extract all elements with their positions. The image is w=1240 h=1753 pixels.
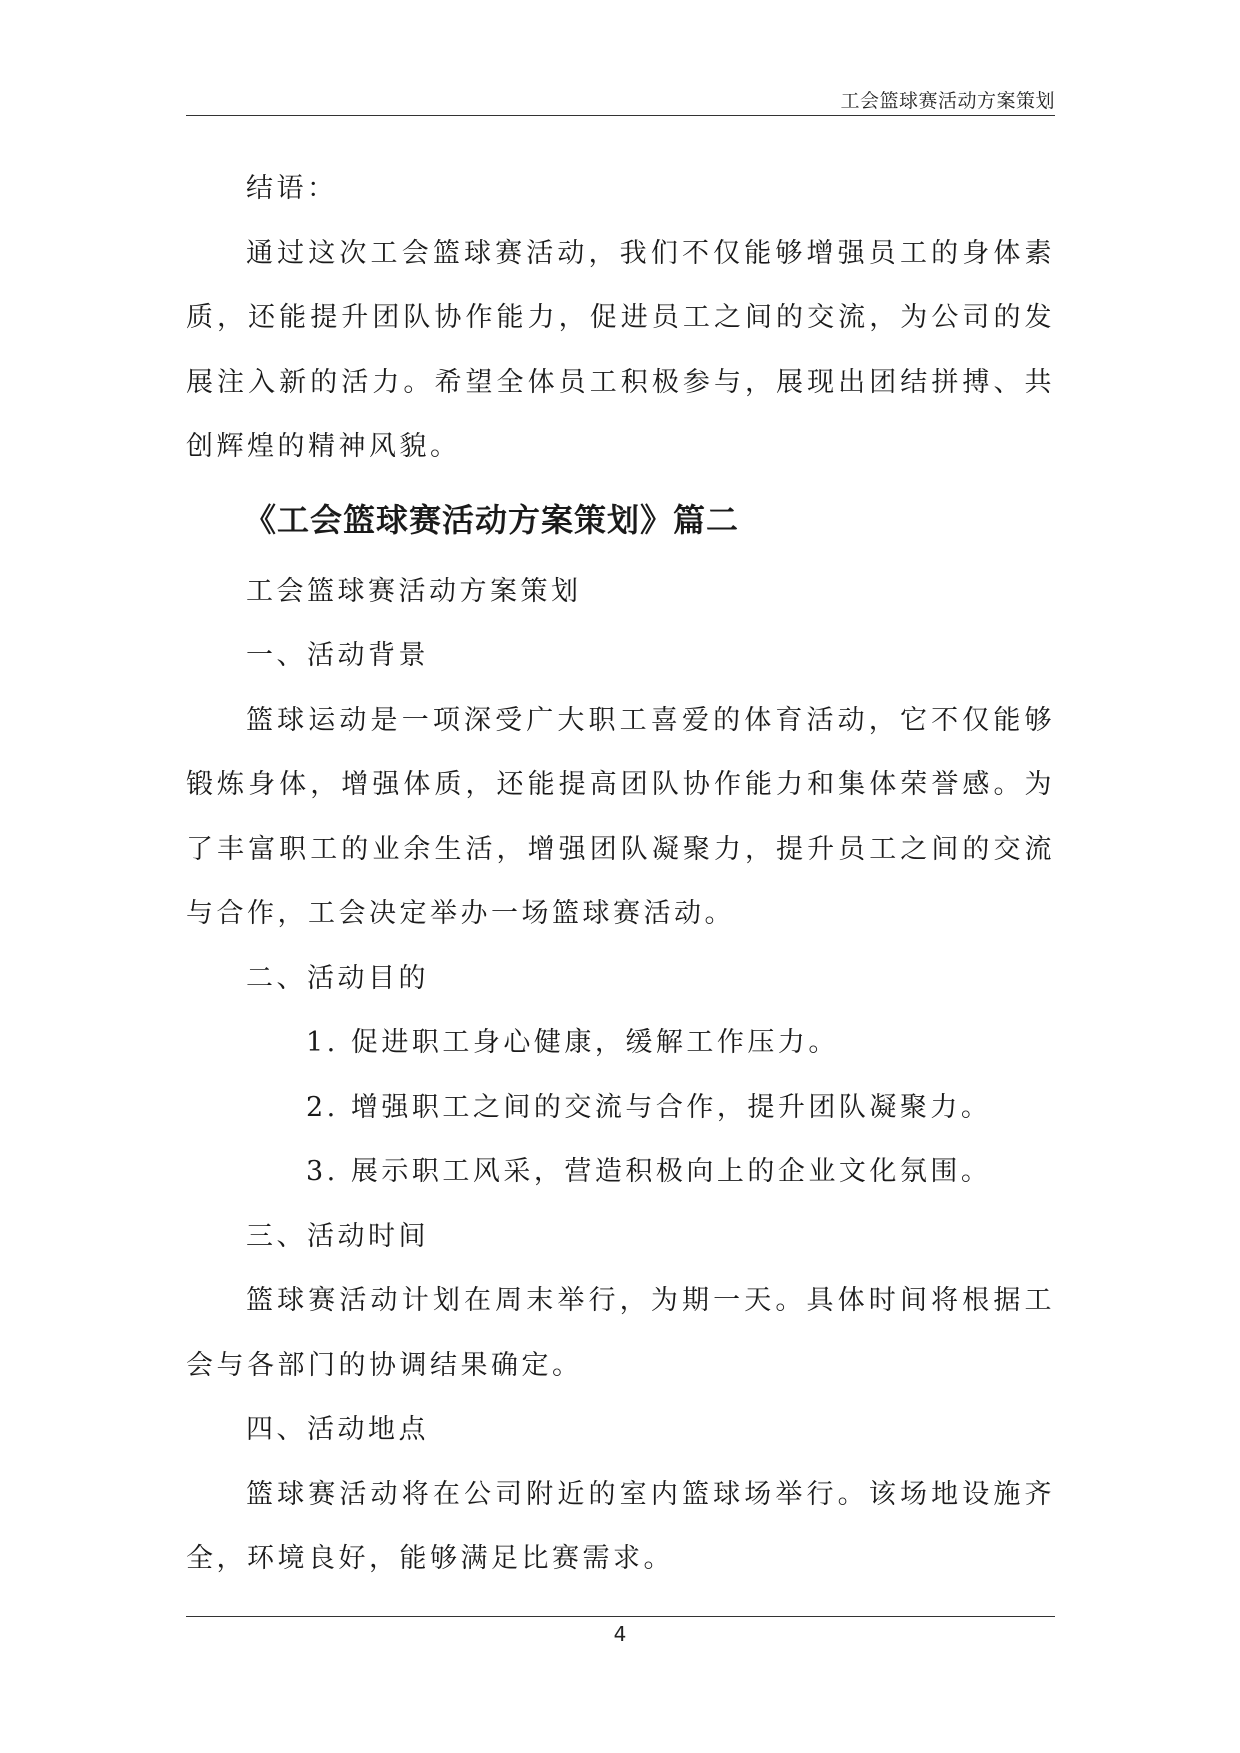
page-number: 4: [613, 1622, 627, 1646]
time-paragraph: 篮球赛活动计划在周末举行，为期一天。具体时间将根据工会与各部门的协调结果确定。: [186, 1285, 1055, 1381]
page-content: [186, 157, 1055, 1592]
location-heading: 四、活动地点: [246, 1414, 429, 1445]
footer-divider: [186, 1616, 1055, 1617]
purpose-item: 1. 促进职工身心健康，缓解工作压力。: [306, 1027, 839, 1058]
purpose-item: 3. 展示职工风采，营造积极向上的企业文化氛围。: [306, 1156, 992, 1187]
purpose-heading: 二、活动目的: [246, 962, 429, 994]
conclusion-heading: 结语：: [246, 173, 338, 204]
background-paragraph: 篮球运动是一项深受广大职工喜爱的体育活动，它不仅能够锻炼身体，增强体质，还能提高团队协作能力和集体荣誉感。为了丰富职工的业余生活，增强团队凝聚力，提升员工之间的交流与合作，工会决定举办一场篮球赛活动。: [186, 704, 1055, 929]
running-header-title: 工会篮球赛活动方案策划: [840, 90, 1055, 112]
background-heading: 一、活动背景: [246, 640, 429, 671]
conclusion-paragraph: 通过这次工会篮球赛活动，我们不仅能够增强员工的身体素质，还能提升团队协作能力，促进员工之间的交流，为公司的发展注入新的活力。希望全体员工积极参与，展现出团结拼搏、共创辉煌的精神风貌。: [186, 237, 1055, 462]
time-heading: 三、活动时间: [246, 1220, 429, 1252]
location-paragraph: 篮球赛活动将在公司附近的室内篮球场举行。该场地设施齐全，环境良好，能够满足比赛需求。: [186, 1478, 1055, 1574]
header-divider: [186, 115, 1055, 116]
purpose-item: 2. 增强职工之间的交流与合作，提升团队凝聚力。: [306, 1091, 992, 1123]
section-title: 《工会篮球赛活动方案策划》篇二: [244, 500, 740, 539]
document-subtitle: 工会篮球赛活动方案策划: [246, 575, 582, 607]
